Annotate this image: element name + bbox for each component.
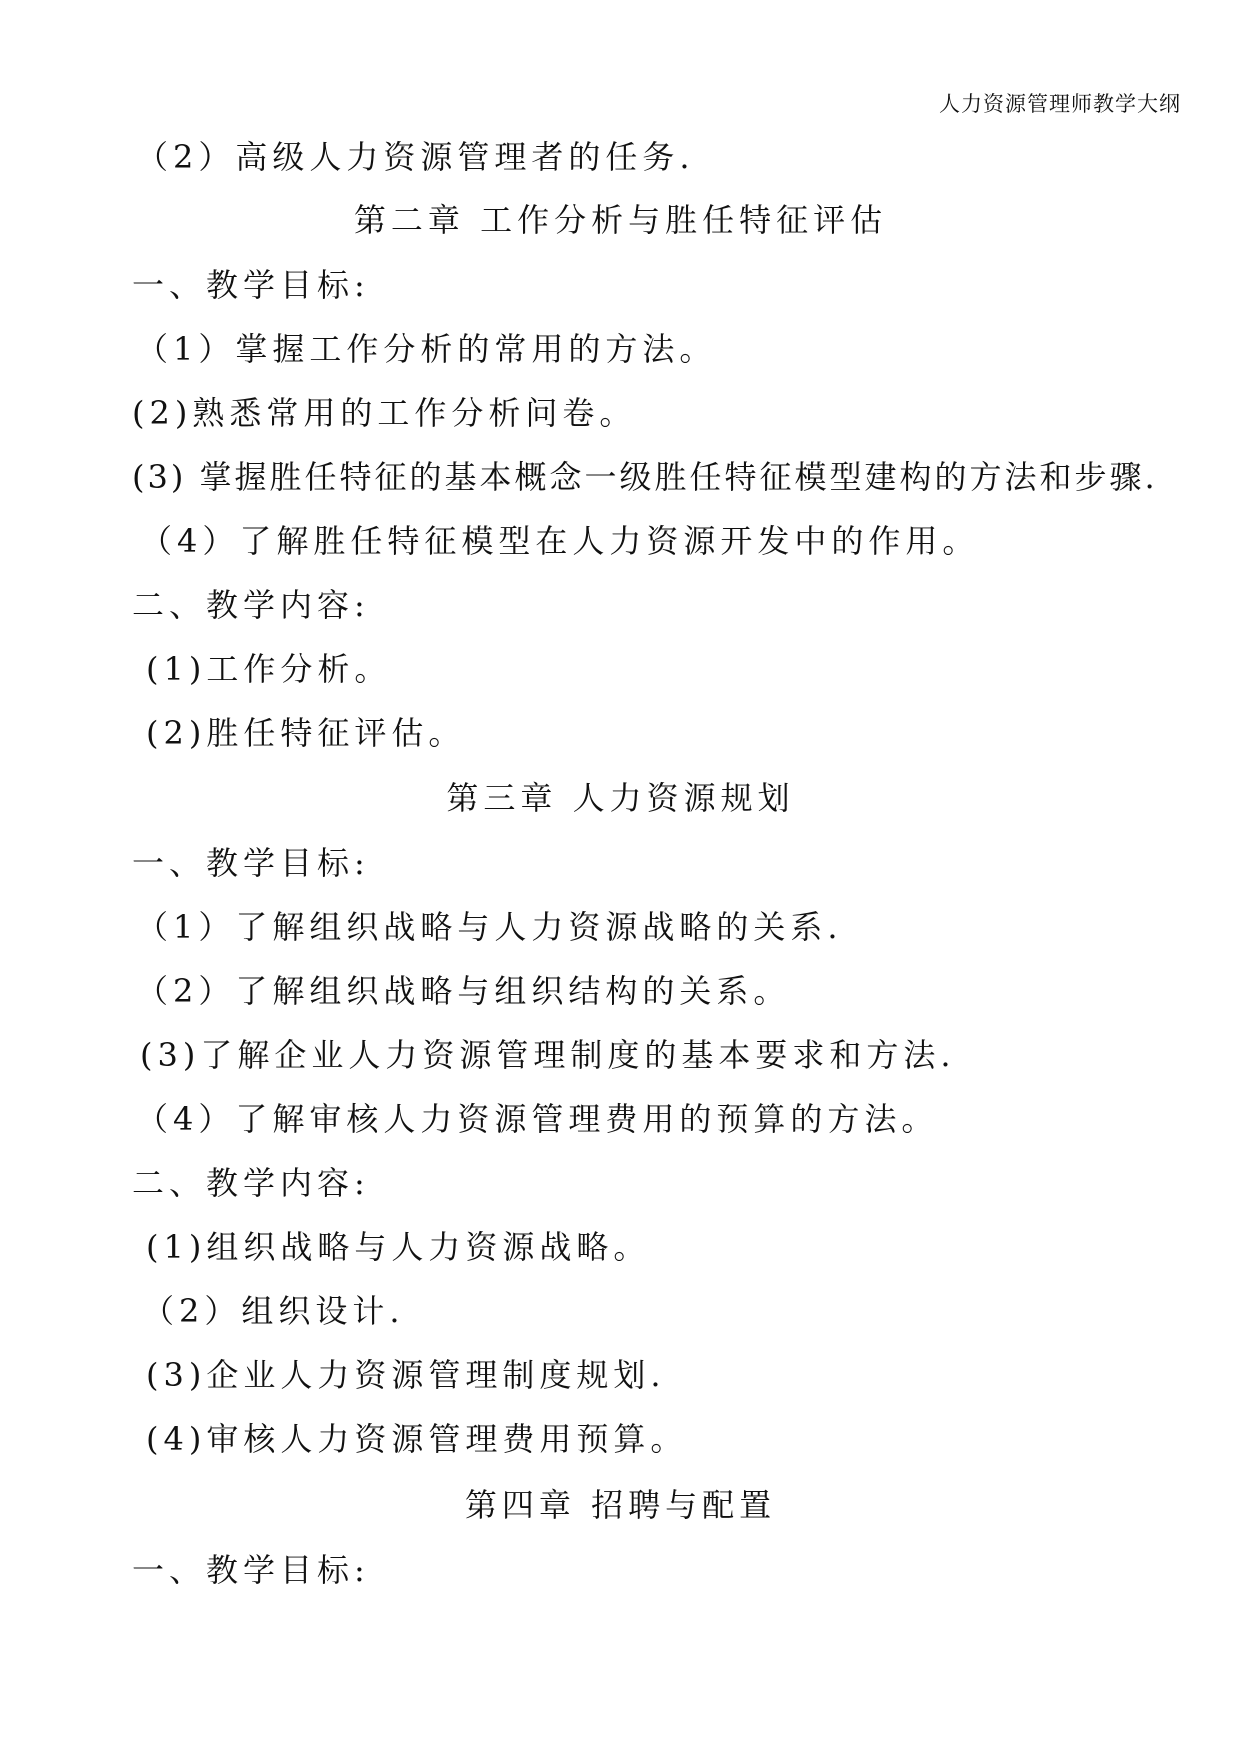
list-item: (1)工作分析。 <box>146 650 392 688</box>
list-item: (4)审核人力资源管理费用预算。 <box>146 1420 688 1458</box>
section-heading: 二、教学内容: <box>132 1164 370 1202</box>
list-item: (1)组织战略与人力资源战略。 <box>146 1228 651 1266</box>
list-item: （1）掌握工作分析的常用的方法。 <box>136 330 717 368</box>
list-item: (3)企业人力资源管理制度规划. <box>146 1356 666 1394</box>
list-item: (3) 掌握胜任特征的基本概念一级胜任特征模型建构的方法和步骤. <box>132 458 1158 496</box>
section-heading: 一、教学目标: <box>132 266 370 304</box>
chapter-heading: 第四章 招聘与配置 <box>464 1486 777 1524</box>
list-item: （4）了解审核人力资源管理费用的预算的方法。 <box>136 1100 939 1138</box>
running-header: 人力资源管理师教学大纲 <box>939 92 1181 116</box>
section-heading: 二、教学内容: <box>132 586 370 624</box>
list-item: (2)胜任特征评估。 <box>146 714 466 752</box>
list-item: （2）组织设计. <box>142 1292 405 1330</box>
list-item: （4）了解胜任特征模型在人力资源开发中的作用。 <box>140 522 980 560</box>
list-item: (3)了解企业人力资源管理制度的基本要求和方法. <box>140 1036 956 1074</box>
chapter-heading: 第二章 工作分析与胜任特征评估 <box>353 201 888 239</box>
list-item: （2）了解组织战略与组织结构的关系。 <box>136 972 791 1010</box>
section-heading: 一、教学目标: <box>132 1551 370 1589</box>
chapter-heading: 第三章 人力资源规划 <box>446 779 795 817</box>
list-item: （2）高级人力资源管理者的任务. <box>136 138 695 176</box>
list-item: (2)熟悉常用的工作分析问卷。 <box>132 394 637 432</box>
section-heading: 一、教学目标: <box>132 844 370 882</box>
list-item: （1）了解组织战略与人力资源战略的关系. <box>136 908 843 946</box>
